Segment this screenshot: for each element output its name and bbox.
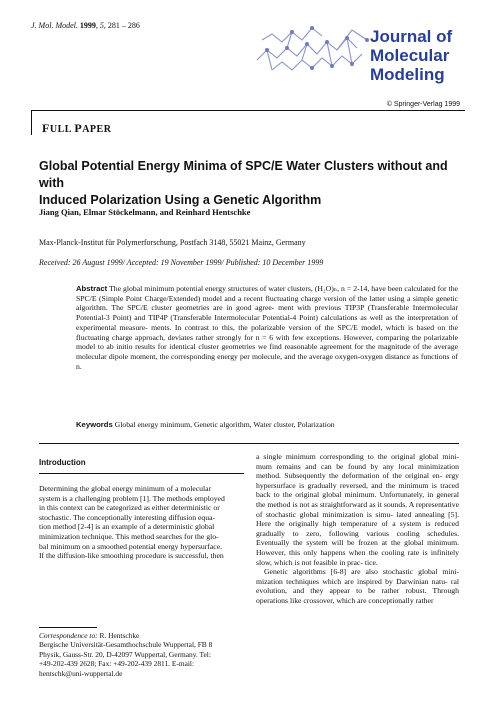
affiliation: Max-Planck-Institut für Polymerforschung, Postfach 3148, 55021 Mainz, Germany: [39, 238, 306, 247]
citation-pages: 281 – 286: [107, 21, 140, 30]
section-heading-introduction: Introduction: [39, 458, 86, 467]
paragraph: Genetic algorithms [6-8] are also stochastic global mini- mization techniques which are inspired by Darwinian natu- ral evolution, and they appear to be rather robust. Through operations like crossover, which are conceptionally rather: [256, 567, 459, 605]
journal-abbrev: J. Mol. Model.: [31, 21, 78, 30]
keywords: [76, 420, 458, 429]
journal-citation: J. Mol. Model. 1999, 5, 281 – 286: [31, 21, 140, 30]
logo-line: Molecular: [370, 46, 450, 65]
paper-title: [39, 158, 459, 209]
author-list: Jiang Qian, Elmar Stöckelmann, and Reinhard Hentschke: [39, 207, 251, 217]
divider: [39, 473, 244, 474]
body-column-right: [256, 452, 459, 606]
copyright-notice: © Springer-Verlag 1999: [386, 101, 460, 108]
journal-logo: [370, 27, 452, 84]
title-line: Induced Polarization Using a Genetic Algorithm: [39, 193, 322, 207]
title-line: Global Potential Energy Minima of SPC/E Water Clusters without and with: [39, 159, 448, 190]
abstract: Abstract The global minimum potential energy structures of water clusters, (H₂O)ₙ, n = 2-14, have been calculated for the SPC/E (Simple Point Charge/Extended) model and a recent fluctuating charge version of the latter using a simple genetic algorithm. The SPC/E cluster geometries are in good agree- ment with previous TIP3P (Transferable Intermolecular Potential-3 Point) and TIP4P (Transferable Intermolecular Potential-4 Point) calculations as well as the interpretation of experimental measure- ments. In contrast to this, the polarizable version of the SPC/E model, which is based on the fluctuating charge approach, deviates rather strongly for n = 6 with few exceptions. However, comparing the polarizable model to ab initio results for identical cluster geometries we find reasonable agreement for the magnitude of the average molecular dipole moment, the corresponding energy per molecule, and the average oxygen-oxygen distance as functions of n.: [76, 284, 459, 371]
citation-volume: 5: [99, 21, 104, 30]
divider: [39, 443, 459, 444]
body-column-left: Determining the global energy minimum of a molecular system is a challenging problem [1]. The methods employed in this context can be categorized as either deterministic or stochastic. The conceptionally interesting diffusion equa- tion method [2-4] is an example of a deterministic global minimization technique. This method searches for the glo- bal minimum on a smoothed potential energy hypersurface. If the diffusion-like smoothing procedure is successful, then: [39, 484, 225, 561]
logo-line: Journal of: [370, 27, 453, 46]
footnote-divider: [39, 627, 97, 628]
keywords-text: Global energy minimum, Genetic algorithm, Water cluster, Polarization: [114, 420, 335, 429]
abstract-text: The global minimum potential energy structures of water clusters, (H₂O)ₙ, n = 2-14, have: [109, 284, 386, 293]
section-label: FULL PAPER: [42, 121, 112, 135]
keywords-label: Keywords: [76, 420, 113, 429]
abstract-label: Abstract: [76, 284, 108, 293]
logo-line: Modeling: [370, 65, 445, 84]
paragraph: a single minimum corresponding to the original global mini- mum remains and can be found by any local minimization method. Subsequently the deformation of the original en- ergy hypersurface is gradually reversed, and the minimum is traced back to the original global minimum. Unfortunately, in general the method is not as straightforward as it sounds. A representative of stochastic global minimization is simu- lated annealing [5]. Here the originally high temperature of a system is reduced gradually to zero, following various cooling schedules. Eventually the system will be frozen at the global minimum. However, this only happens when the cooling rate is infinitely slow, which is not feasible in prac- tice.: [256, 452, 460, 567]
publication-dates: Received: 26 August 1999/ Accepted: 19 November 1999/ Published: 10 December 1999: [39, 258, 324, 267]
citation-year: 1999: [79, 21, 96, 30]
correspondence-footnote: Correspondence to: R. Hentschke Bergische Universität-Gesamthochschule Wuppertal, FB 8 Physik, Gauss-Str. 20, D-42097 Wuppertal, Germany. Tel: +49-202-439 2628; Fax: +49-202-439 2811. E-mail: hentschk@uni-wuppertal.de: [39, 631, 213, 678]
